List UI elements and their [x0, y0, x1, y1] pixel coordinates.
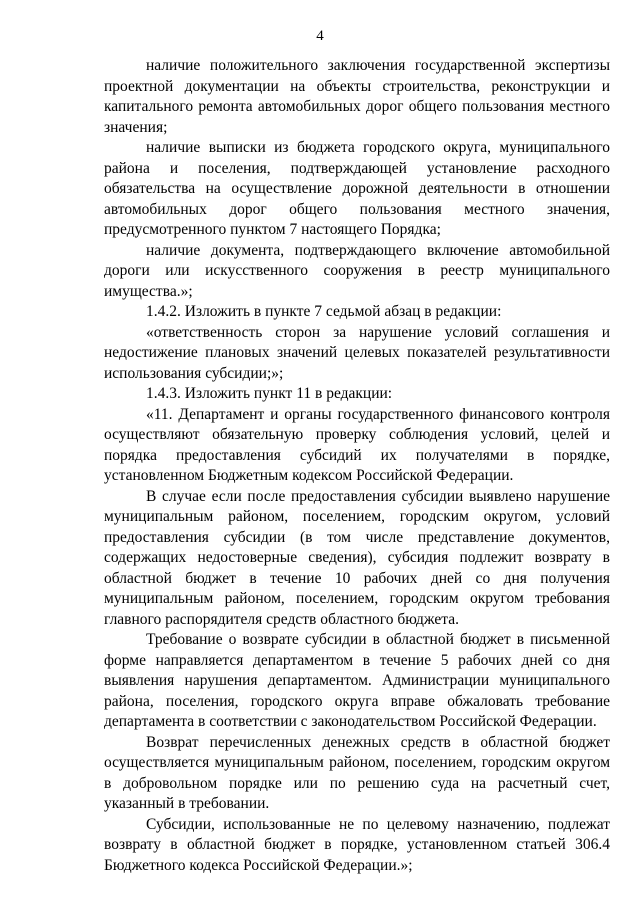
paragraph-misused-subsidies: Субсидии, использованные не по целевому назначению, подлежат возврату в областной бюджет в порядке, установленном статьей 306.4 Бюджетного кодекса Российской Федерации.»; [104, 815, 610, 874]
page-number: 4 [316, 28, 324, 44]
paragraph-violation-return: В случае если после предоставления субсидии выявлено нарушение муниципальным районом, поселением, городским округом, условий предоставления субсидии (в том числе представление документов, содержащих недостоверные сведения), субсидия подлежит возврату в областной бюджет в течение 10 рабочих дней со дня получения муниципальным районом, поселением, городским округом требования главного распорядителя средств областного бюджета. [104, 487, 610, 628]
document-body [104, 56, 610, 876]
paragraph-funds-return: Возврат перечисленных денежных средств в областной бюджет осуществляется муниципальным районом, поселением, городским округом в добровольном порядке или по решению суда на расчетный счет, указанный в требовании. [104, 733, 610, 812]
paragraph-point-11: «11. Департамент и органы государственного финансового контроля осуществляют обязательную проверку соблюдения условий, целей и порядка предоставления субсидий их получателями в порядке, установленном Бюджетным кодексом Российской Федерации. [104, 405, 610, 484]
paragraph-item-1-4-3: 1.4.3. Изложить пункт 11 в редакции: [146, 385, 393, 402]
paragraph-expertise-conclusion: наличие положительного заключения государственной экспертизы проектной документации на объекты строительства, реконструкции и капитального ремонта автомобильных дорог общего пользования местного значения; [104, 57, 610, 136]
paragraph-budget-extract: наличие выписки из бюджета городского округа, муниципального района и поселения, подтверждающей установление расходного обязательства на осуществление дорожной деятельности в отношении автомобильных дорог общего пользования местного значения, предусмотренного пунктом 7 настоящего Порядка; [104, 139, 610, 238]
paragraph-return-demand: Требование о возврате субсидии в областной бюджет в письменной форме направляется департаментом в течение 5 рабочих дней со дня выявления нарушения департаментом. Администрации муниципального района, поселения, городского округа вправе обжаловать требование департамента в соответствии с законодательством Российской Федерации. [104, 631, 610, 730]
paragraph-responsibility-quote: «ответственность сторон за нарушение условий соглашения и недостижение плановых значений целевых показателей результативности использования субсидии;»; [104, 323, 610, 382]
paragraph-registry-document: наличие документа, подтверждающего включение автомобильной дороги или искусственного сооружения в реестр муниципального имущества.»; [104, 241, 610, 300]
paragraph-item-1-4-2: 1.4.2. Изложить в пункте 7 седьмой абзац в редакции: [146, 303, 502, 320]
